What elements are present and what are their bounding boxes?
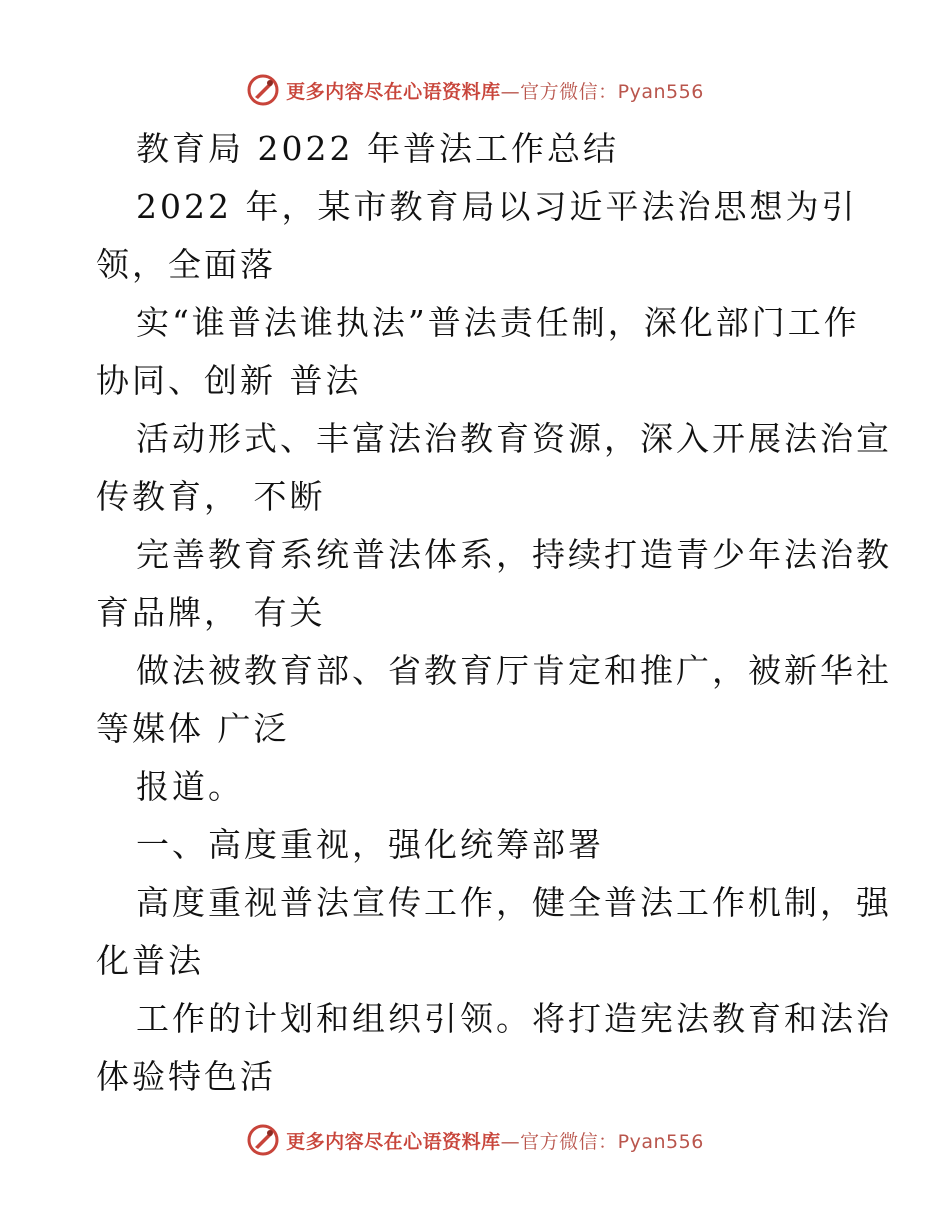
paragraph-line: 化普法	[96, 941, 204, 980]
paragraph-line: 高度重视普法宣传工作，健全普法工作机制，强	[136, 883, 892, 922]
paragraph-line: 完善教育系统普法体系，持续打造青少年法治教	[136, 535, 892, 574]
paragraph-line: 领，全面落	[96, 245, 276, 284]
paragraph-line: 育品牌， 有关	[96, 593, 326, 632]
paragraph-line: 做法被教育部、省教育厅肯定和推广，被新华社	[136, 651, 892, 690]
paragraph-line: 2022 年，某市教育局以习近平法治思想为引	[136, 187, 858, 226]
watermark-sub: —官方微信：Pyan556	[500, 80, 704, 103]
paragraph-line: 工作的计划和组织引领。将打造宪法教育和法治	[136, 999, 892, 1038]
watermark-main: 更多内容尽在心语资料库	[286, 1130, 501, 1153]
watermark-footer	[0, 1120, 950, 1160]
section-heading: 一、高度重视，强化统筹部署	[136, 825, 604, 864]
paragraph-line: 等媒体 广泛	[96, 709, 290, 748]
watermark-text	[286, 77, 704, 104]
paragraph-line: 协同、创新 普法	[96, 361, 362, 400]
watermark-sub: —官方微信：Pyan556	[500, 1130, 704, 1153]
paragraph-line: 体验特色活	[96, 1057, 276, 1096]
logo-icon	[246, 73, 280, 107]
watermark-main: 更多内容尽在心语资料库	[286, 80, 501, 103]
logo-icon	[246, 1123, 280, 1157]
paragraph-line: 活动形式、丰富法治教育资源，深入开展法治宣	[136, 419, 892, 458]
watermark-text	[286, 1127, 704, 1154]
paragraph-line: 实“谁普法谁执法”普法责任制，深化部门工作	[136, 303, 860, 342]
paragraph-line: 报道。	[136, 767, 244, 806]
paragraph-line: 传教育， 不断	[96, 477, 326, 516]
watermark-header	[0, 70, 950, 110]
document-title: 教育局 2022 年普法工作总结	[136, 129, 619, 168]
